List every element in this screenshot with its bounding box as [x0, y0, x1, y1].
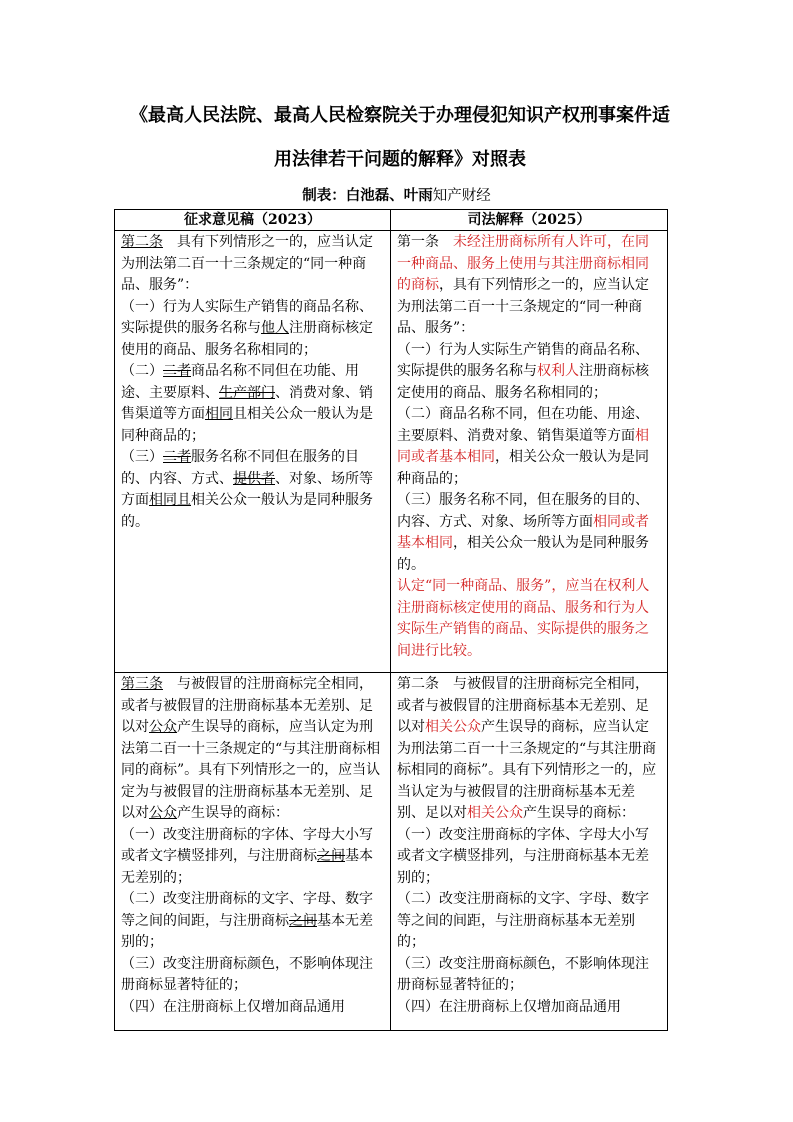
interpretation-article-1: 第一条 未经注册商标所有人许可，在同一种商品、服务上使用与其注册商标相同的商标，具有下列情形之一的，应当认定为刑法第二百一十三条规定的“同一种商品、服务”： （一）行为人实际生产销售的商品名称、实际提供的服务名称与权利人注册商标核定使用的商品、服务名称相同的； （二）商品名称不同，但在功能、用途、主要原料、消费对象、销售渠道等方面相同或者基本相同，相关公众一般认为是同种商品的； （三）服务名称不同，但在服务的目的、内容、方式、对象、场所等方面相同或者基本相同，相关公众一般认为是同种服务的。 认定“同一种商品、服务”，应当在权利人注册商标核定使用的商品、服务和行为人实际生产销售的商品、实际提供的服务之间进行比较。 — [391, 231, 668, 673]
table-row — [115, 673, 668, 1031]
document-title-line2: 用法律若干问题的解释》对照表 — [274, 149, 526, 170]
header-interpretation: 司法解释（2025） — [391, 210, 668, 231]
document-title-line1: 《最高人民法院、最高人民检察院关于办理侵犯知识产权刑事案件适 — [130, 105, 670, 126]
table-header-row — [115, 210, 668, 231]
author-org: 知产财经 — [432, 188, 491, 204]
comparison-table — [114, 209, 668, 1031]
table-row — [115, 231, 668, 673]
draft-article-2: 第二条 具有下列情形之一的，应当认定为刑法第二百一十三条规定的“同一种商品、服务”： （一）行为人实际生产销售的商品名称、实际提供的服务名称与他人注册商标核定使用的商品、服务名称相同的； （二）二者商品名称不同但在功能、用途、主要原料、生产部门、消费对象、销售渠道等方面相同且相关公众一般认为是同种商品的； （三）二者服务名称不同但在服务的目的、内容、方式、提供者、对象、场所等方面相同且相关公众一般认为是同种服务的。 — [115, 231, 391, 673]
header-draft: 征求意见稿（2023） — [115, 210, 391, 231]
interpretation-article-2: 第二条 与被假冒的注册商标完全相同，或者与被假冒的注册商标基本无差别、足以对相关公众产生误导的商标，应当认定为刑法第二百一十三条规定的“与其注册商标相同的商标”。具有下列情形之一的，应当认定为与被假冒的注册商标基本无差别、足以对相关公众产生误导的商标： （一）改变注册商标的字体、字母大小写或者文字横竖排列，与注册商标基本无差别的； （二）改变注册商标的文字、字母、数字等之间的间距，与注册商标基本无差别的； （三）改变注册商标颜色，不影响体现注册商标显著特征的； （四）在注册商标上仅增加商品通用 — [391, 673, 668, 1031]
author-label: 制表：白池磊、叶雨 — [302, 187, 433, 204]
author-line — [0, 184, 793, 205]
draft-article-3: 第三条 与被假冒的注册商标完全相同，或者与被假冒的注册商标基本无差别、足以对公众产生误导的商标，应当认定为刑法第二百一十三条规定的“与其注册商标相同的商标”。具有下列情形之一的，应当认定为与被假冒的注册商标基本无差别、足以对公众产生误导的商标： （一）改变注册商标的字体、字母大小写或者文字横竖排列，与注册商标之间基本无差别的； （二）改变注册商标的文字、字母、数字等之间的间距，与注册商标之间基本无差别的； （三）改变注册商标颜色，不影响体现注册商标显著特征的； （四）在注册商标上仅增加商品通用 — [115, 673, 391, 1031]
added-paragraph: 认定“同一种商品、服务”，应当在权利人注册商标核定使用的商品、服务和行为人实际生产销售的商品、实际提供的服务之间进行比较。 — [397, 578, 650, 659]
